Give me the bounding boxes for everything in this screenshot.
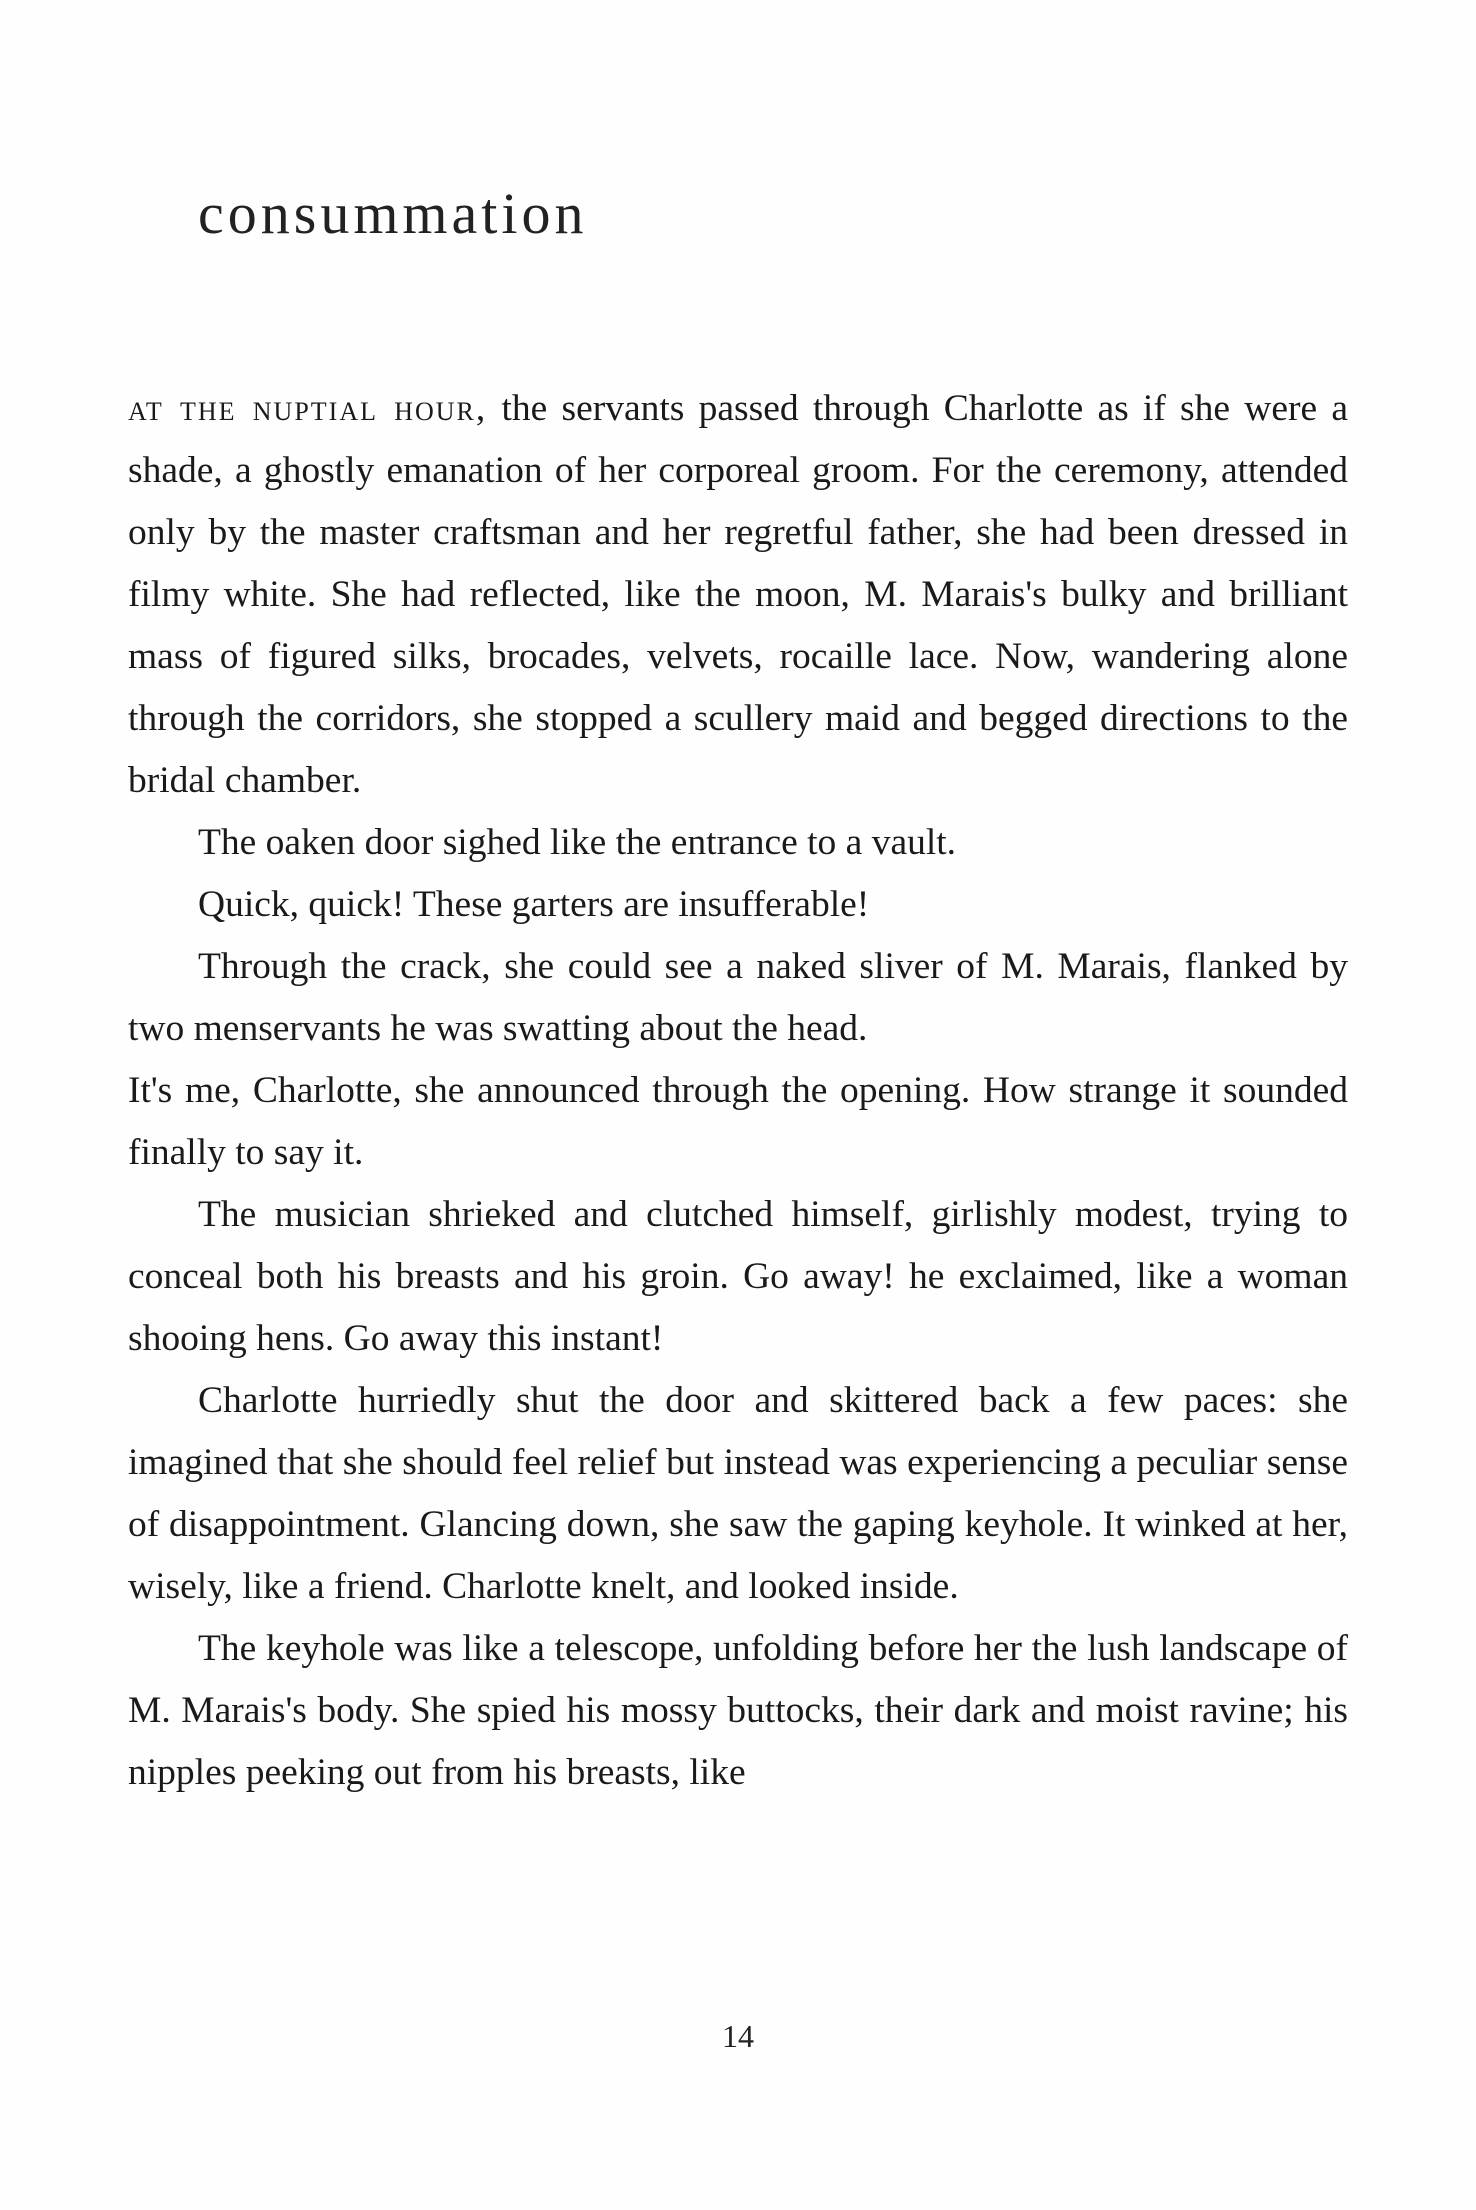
paragraph-6: The musician shrieked and clutched himself, girlishly modest, trying to conceal both his breasts and his groin. Go away! he exclaimed, like a woman shooing hens. Go away this instant! (128, 1194, 1348, 1359)
paragraph-8: The keyhole was like a telescope, unfolding before her the lush landscape of M. Marais's body. She spied his mossy buttocks, their dark and moist ravine; his nipples peeking out from his breasts, like (128, 1628, 1348, 1793)
paragraph-3: Quick, quick! These garters are insufferable! (198, 884, 870, 925)
paragraph-2: The oaken door sighed like the entrance to a vault. (198, 822, 957, 863)
paragraph-5: It's me, Charlotte, she announced through the opening. How strange it sounded finally to say it. (128, 1070, 1348, 1173)
chapter-title: consummation (198, 181, 588, 246)
paragraph-7: Charlotte hurriedly shut the door and skittered back a few paces: she imagined that she should feel relief but instead was experiencing a peculiar sense of disappointment. Glancing down, she saw the gaping keyhole. It winked at her, wisely, like a friend. Charlotte knelt, and looked inside. (128, 1380, 1348, 1607)
paragraph-1 (128, 378, 1348, 812)
page-number: 14 (722, 2018, 754, 2054)
chapter-body (128, 378, 1348, 1804)
lead-in: at the nuptial hour, (128, 388, 488, 429)
paragraph-4: Through the crack, she could see a naked sliver of M. Marais, flanked by two menservants he was swatting about the head. (128, 946, 1348, 1049)
paragraph-1-text: the servants passed through Charlotte as if she were a shade, a ghostly emanation of her corporeal groom. For the ceremony, attended only by the master craftsman and her regretful father, she had been dressed in filmy white. She had reflected, like the moon, M. Marais's bulky and brilliant mass of figured silks, brocades, velvets, rocaille lace. Now, wandering alone through the corridors, she stopped a scullery maid and begged directions to the bridal chamber. (128, 388, 1348, 801)
